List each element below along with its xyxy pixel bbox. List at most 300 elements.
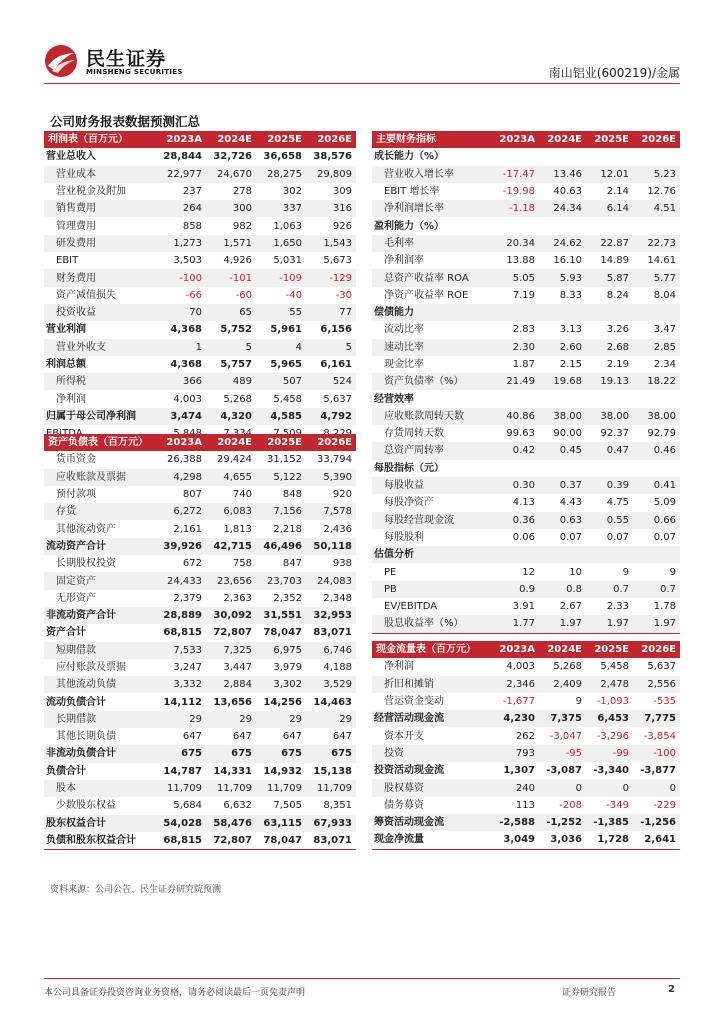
row-label: 净利润率 (384, 255, 424, 267)
value-cell: 0.06 (512, 531, 535, 543)
value-cell: 55 (256, 304, 306, 321)
table-row (372, 166, 680, 183)
value-cell: 647 (282, 731, 302, 743)
table-row (44, 235, 356, 252)
logo-english-text: MINSHENG SECURITIES (86, 68, 183, 76)
value-cell: 0.36 (492, 512, 539, 529)
value-cell: 4,368 (170, 324, 202, 336)
table-row (372, 269, 680, 286)
row-label: 营业外收支 (44, 339, 156, 356)
value-cell: 6,975 (256, 642, 306, 659)
value-cell: 1.87 (512, 359, 535, 370)
table-row (372, 148, 680, 165)
value-cell: 67,933 (306, 815, 356, 832)
value-cell: 28,844 (163, 151, 202, 163)
value-cell: 675 (156, 745, 206, 762)
value-cell: 2.68 (586, 339, 633, 356)
value-cell: 29 (256, 711, 306, 728)
value-cell: 3,332 (156, 676, 206, 693)
value-cell: 14,256 (263, 696, 302, 708)
table-row (372, 529, 680, 546)
value-cell: 3.13 (559, 324, 582, 336)
table-row (372, 563, 680, 580)
table-row (44, 269, 356, 286)
value-cell: 30,092 (206, 607, 256, 624)
value-cell: 58,476 (206, 815, 256, 832)
value-cell: 3,247 (173, 662, 202, 673)
value-cell: 1,650 (256, 235, 306, 252)
value-cell: 0.30 (492, 477, 539, 494)
value-cell: 9 (669, 566, 676, 578)
value-cell (539, 460, 586, 477)
value-cell: 489 (206, 373, 256, 390)
value-cell: 262 (515, 730, 535, 742)
row-label: 投资 (372, 745, 492, 762)
value-cell: 68,815 (163, 627, 202, 639)
value-cell: 237 (182, 186, 202, 198)
value-cell: 2.60 (539, 339, 586, 356)
value-cell (586, 460, 633, 477)
table-row (372, 710, 680, 727)
value-cell: 2,409 (539, 676, 586, 693)
value-cell: 1.78 (653, 601, 676, 613)
table-row (44, 659, 356, 676)
row-label: 现金比率 (384, 359, 424, 370)
value-cell: 3,049 (492, 831, 539, 849)
value-cell: 29 (306, 711, 356, 728)
footer-divider (44, 978, 680, 979)
stock-tag: 南山铝业(600219)/金属 (548, 66, 680, 80)
value-cell: 72,807 (206, 832, 256, 850)
row-label: 应收账款周转天数 (372, 408, 492, 425)
page-header (0, 0, 724, 84)
row-label: 资产负债率（%） (372, 373, 492, 390)
value-cell: 0.42 (492, 442, 539, 459)
value-cell (492, 217, 539, 234)
value-cell: 5,637 (647, 661, 676, 673)
table-row (44, 339, 356, 356)
row-label: EV/EBITDA (384, 601, 438, 613)
row-label: 利润总额 (46, 359, 86, 370)
value-cell: 29 (156, 711, 206, 728)
value-cell: 2.34 (653, 359, 676, 370)
value-cell: 16.10 (553, 255, 582, 267)
value-cell: -3,877 (640, 765, 676, 777)
value-cell: 1.77 (492, 615, 539, 633)
value-cell: 70 (156, 304, 206, 321)
row-label: 所得税 (44, 373, 156, 390)
value-cell: 13,656 (213, 696, 252, 708)
value-cell: -3,087 (546, 765, 582, 777)
table-row (44, 624, 356, 641)
value-cell: -349 (606, 799, 629, 811)
value-cell: 4.75 (606, 497, 629, 509)
value-cell: 4,792 (306, 408, 356, 425)
value-cell: 4 (256, 339, 306, 356)
value-cell: 2.85 (633, 339, 680, 356)
value-cell: 38.00 (586, 408, 633, 425)
row-label: 筹资活动现金流 (372, 814, 492, 831)
table-row (372, 390, 680, 407)
value-cell: 33,794 (317, 454, 352, 466)
value-cell: 11,709 (156, 780, 206, 797)
row-label: 股东权益合计 (44, 815, 156, 832)
value-cell: 264 (156, 200, 206, 217)
value-cell: 18.22 (633, 373, 680, 390)
value-cell: 13.46 (539, 166, 586, 183)
value-cell: 0.7 (586, 581, 633, 598)
value-cell: 4,230 (492, 710, 539, 727)
row-label: 净利润 (56, 393, 86, 405)
value-cell: 4.13 (512, 497, 535, 509)
value-cell: 20.34 (492, 235, 539, 252)
value-cell: 2.33 (606, 601, 629, 613)
value-cell: 2,161 (173, 523, 202, 535)
value-cell: 3,302 (256, 676, 306, 693)
value-cell: 22.73 (633, 235, 680, 252)
value-cell: 12.01 (586, 166, 633, 183)
table-row (372, 693, 680, 710)
table-row (44, 728, 356, 745)
value-cell: 4,320 (206, 408, 256, 425)
value-cell: 1 (156, 339, 206, 356)
value-cell: 7,505 (273, 800, 302, 812)
year-header-cell: 2025E (256, 434, 306, 451)
footer-disclaimer: 本公司具备证券投资咨询业务资格，请务必阅读最后一页免责声明 (44, 988, 306, 998)
value-cell: 8.24 (606, 289, 629, 301)
value-cell: 22,977 (156, 166, 206, 183)
value-cell (492, 546, 539, 563)
value-cell: 5,684 (173, 800, 202, 812)
value-cell: -1,677 (502, 696, 535, 708)
value-cell: 63,115 (256, 815, 306, 832)
value-cell: 1.97 (633, 615, 680, 633)
row-label: 长期借款 (44, 711, 156, 728)
value-cell: 14,463 (313, 696, 352, 708)
value-cell: 3.47 (653, 324, 676, 336)
row-label: 存货 (44, 503, 156, 520)
value-cell: 11,709 (206, 780, 256, 797)
value-cell: 507 (256, 373, 306, 390)
value-cell: 793 (492, 745, 539, 762)
value-cell: 28,275 (256, 166, 306, 183)
value-cell: 0 (539, 779, 586, 796)
value-cell: 14,787 (163, 765, 202, 777)
table-row (372, 287, 680, 304)
value-cell: 1,543 (306, 235, 356, 252)
table-row (44, 780, 356, 797)
value-cell: 5.05 (492, 269, 539, 286)
row-label: 固定资产 (44, 572, 156, 589)
value-cell (539, 390, 586, 407)
value-cell (492, 148, 539, 165)
table-title-cell: 主要财务指标 (372, 131, 492, 148)
value-cell: 4,298 (156, 469, 206, 486)
value-cell: 647 (332, 731, 352, 743)
row-label: 盈利能力（%） (374, 220, 445, 232)
value-cell (586, 546, 633, 563)
value-cell: 14.61 (647, 255, 676, 267)
value-cell: 7,775 (633, 710, 680, 727)
row-label: 其他流动负债 (44, 676, 156, 693)
year-header-cell: 2025E (586, 131, 633, 148)
value-cell: 83,071 (306, 832, 356, 850)
value-cell: -1,385 (586, 814, 633, 831)
row-label: 营业利润 (46, 324, 86, 336)
value-cell: 5,752 (220, 324, 252, 336)
row-label: 股息收益率（%） (372, 615, 492, 633)
value-cell: 92.37 (600, 428, 629, 440)
year-header-cell: 2024E (206, 434, 256, 451)
value-cell: 2,884 (206, 676, 256, 693)
value-cell: 6,272 (156, 503, 206, 520)
value-cell: 21.49 (492, 373, 539, 390)
value-cell: 3,529 (306, 676, 356, 693)
value-cell: 5,122 (256, 469, 306, 486)
value-cell: 920 (332, 489, 352, 501)
row-label: 资产合计 (46, 627, 86, 639)
value-cell: 39,926 (156, 538, 206, 555)
value-cell: 1,307 (503, 765, 535, 777)
row-label: 每股指标（元） (374, 462, 444, 474)
table-header-row (372, 131, 680, 148)
value-cell (586, 148, 633, 165)
value-cell: 23,703 (256, 572, 306, 589)
table-row (44, 555, 356, 572)
value-cell: 2,436 (323, 523, 352, 535)
value-cell: 3.26 (606, 324, 629, 336)
table-row (372, 217, 680, 234)
value-cell: 0.66 (633, 512, 680, 529)
value-cell: 3,036 (539, 831, 586, 849)
value-cell: 29,809 (306, 166, 356, 183)
value-cell: 77 (306, 304, 356, 321)
value-cell: 5,268 (553, 661, 582, 673)
row-label: 总资产周转率 (372, 442, 492, 459)
row-label: 应付账款及票据 (56, 662, 126, 673)
value-cell: 5,268 (223, 393, 252, 405)
value-cell: 675 (206, 745, 256, 762)
value-cell: 6,746 (306, 642, 356, 659)
value-cell: 7,375 (539, 710, 586, 727)
value-cell: 0.45 (539, 442, 586, 459)
value-cell: 2.15 (559, 359, 582, 370)
value-cell: 90.00 (553, 428, 582, 440)
value-cell: 24,433 (156, 572, 206, 589)
value-cell: 5,390 (306, 469, 356, 486)
value-cell: 0.46 (633, 442, 680, 459)
value-cell: 1.97 (539, 615, 586, 633)
value-cell: 12 (522, 566, 535, 578)
table-row (372, 512, 680, 529)
value-cell: 5.77 (633, 269, 680, 286)
row-label: 现金净流量 (372, 831, 492, 849)
value-cell (492, 460, 539, 477)
value-cell: 847 (282, 558, 302, 570)
row-label: 营业总收入 (46, 151, 96, 163)
table-row (372, 373, 680, 390)
header-divider (44, 83, 680, 84)
value-cell: 4,188 (323, 662, 352, 673)
value-cell: 40.63 (553, 186, 582, 198)
value-cell: 5,673 (323, 255, 352, 267)
value-cell: 300 (206, 200, 256, 217)
value-cell: 5,965 (270, 359, 302, 370)
value-cell (586, 304, 633, 321)
value-cell: -95 (539, 745, 586, 762)
value-cell: 68,815 (156, 832, 206, 850)
value-cell: 72,807 (213, 627, 252, 639)
value-cell: 0.63 (539, 512, 586, 529)
row-label: 其他流动资产 (56, 523, 116, 535)
value-cell: 13.88 (506, 255, 535, 267)
value-cell: 32,726 (213, 151, 252, 163)
value-cell: 4,585 (256, 408, 306, 425)
value-cell: 4,368 (170, 359, 202, 370)
value-cell: 38.00 (633, 408, 680, 425)
value-cell: 78,047 (256, 832, 306, 850)
value-cell: 6,632 (223, 800, 252, 812)
value-cell: -1,256 (633, 814, 680, 831)
row-label: 流动负债合计 (46, 696, 106, 708)
table-row (44, 304, 356, 321)
value-cell: -208 (559, 799, 582, 811)
table-row (372, 727, 680, 744)
value-cell: 8.04 (653, 289, 676, 301)
row-label: 经营活动现金流 (372, 710, 492, 727)
table-row (372, 408, 680, 425)
table-row (372, 658, 680, 675)
table-row (44, 252, 356, 269)
table-header-row (44, 434, 356, 451)
row-label: 债务募资 (384, 799, 424, 811)
value-cell: 14,932 (263, 765, 302, 777)
table-row (44, 815, 356, 832)
value-cell: 3,979 (273, 662, 302, 673)
row-label: EBIT (56, 255, 79, 267)
value-cell: -109 (256, 269, 306, 286)
value-cell: 675 (306, 745, 356, 762)
value-cell: -19.98 (502, 186, 535, 198)
value-cell: 29,424 (217, 454, 252, 466)
value-cell: 19.68 (539, 373, 586, 390)
value-cell: 24,083 (306, 572, 356, 589)
value-cell: 78,047 (263, 627, 302, 639)
value-cell: 83,071 (313, 627, 352, 639)
value-cell: -40 (285, 289, 302, 301)
value-cell: -3,047 (549, 730, 582, 742)
value-cell: 22.87 (586, 235, 633, 252)
value-cell: 38.00 (539, 408, 586, 425)
value-cell: 5,961 (270, 324, 302, 336)
table-header-row (372, 641, 680, 658)
value-cell: 4.43 (559, 497, 582, 509)
row-label: 应收账款及票据 (44, 469, 156, 486)
value-cell: 647 (182, 731, 202, 743)
value-cell: 0.07 (559, 531, 582, 543)
value-cell: -100 (156, 269, 206, 286)
value-cell: 23,656 (206, 572, 256, 589)
row-label: 财务费用 (44, 269, 156, 286)
row-label: 负债和股东权益合计 (44, 832, 156, 850)
page-number: 2 (668, 984, 675, 995)
value-cell: 2,556 (633, 676, 680, 693)
table-row (44, 763, 356, 780)
value-cell: -2,588 (492, 814, 539, 831)
value-cell: 240 (492, 779, 539, 796)
table-row (372, 546, 680, 563)
row-label: 每股收益 (372, 477, 492, 494)
table-row (44, 711, 356, 728)
value-cell: 0.9 (492, 581, 539, 598)
row-label: 净利润 (384, 661, 414, 673)
value-cell: 2,379 (173, 592, 202, 604)
table-row (372, 425, 680, 442)
row-label: 短期借款 (44, 642, 156, 659)
value-cell (633, 217, 680, 234)
value-cell: -101 (206, 269, 256, 286)
value-cell: -3,854 (643, 730, 676, 742)
table-row (372, 814, 680, 831)
value-cell: 2.83 (512, 324, 535, 336)
value-cell: -3,340 (593, 765, 629, 777)
table-row (372, 494, 680, 511)
value-cell: 40.86 (492, 408, 539, 425)
row-label: 研发费用 (44, 235, 156, 252)
table-row (44, 200, 356, 217)
table-row (372, 676, 680, 693)
value-cell: 99.63 (506, 428, 535, 440)
row-label: 资本开支 (384, 730, 424, 742)
value-cell: 1,063 (273, 220, 302, 232)
table-row (372, 200, 680, 217)
value-cell: 524 (306, 373, 356, 390)
value-cell: 2,641 (633, 831, 680, 849)
row-label: 少数股东权益 (56, 800, 116, 812)
table-row (44, 287, 356, 304)
value-cell: 0.39 (586, 477, 633, 494)
value-cell: -17.47 (492, 166, 539, 183)
value-cell: 302 (282, 186, 302, 198)
year-header-cell: 2026E (633, 131, 680, 148)
value-cell: 5.93 (539, 269, 586, 286)
year-header-cell: 2025E (256, 131, 306, 148)
table-row (372, 321, 680, 338)
row-label: 每股经营现金流 (372, 512, 492, 529)
value-cell: 15,138 (313, 765, 352, 777)
value-cell: 309 (332, 186, 352, 198)
value-cell: 3,447 (223, 662, 252, 673)
value-cell: 0.7 (633, 581, 680, 598)
value-cell: 672 (182, 558, 202, 570)
value-cell: 7,325 (206, 642, 256, 659)
table-header-row (44, 131, 356, 148)
value-cell: 2.30 (492, 339, 539, 356)
value-cell: 29 (206, 711, 256, 728)
row-label: 流动比率 (384, 324, 424, 336)
value-cell: -1,093 (596, 696, 629, 708)
value-cell: -1.18 (492, 200, 539, 217)
row-label: 股权募资 (372, 779, 492, 796)
value-cell: 278 (232, 186, 252, 198)
value-cell (539, 546, 586, 563)
value-cell: 92.79 (647, 428, 676, 440)
value-cell: 14,112 (163, 696, 202, 708)
row-label: 每股净资产 (384, 497, 434, 509)
value-cell: -99 (586, 745, 633, 762)
value-cell: 31,152 (267, 454, 302, 466)
value-cell: 4,926 (223, 255, 252, 267)
